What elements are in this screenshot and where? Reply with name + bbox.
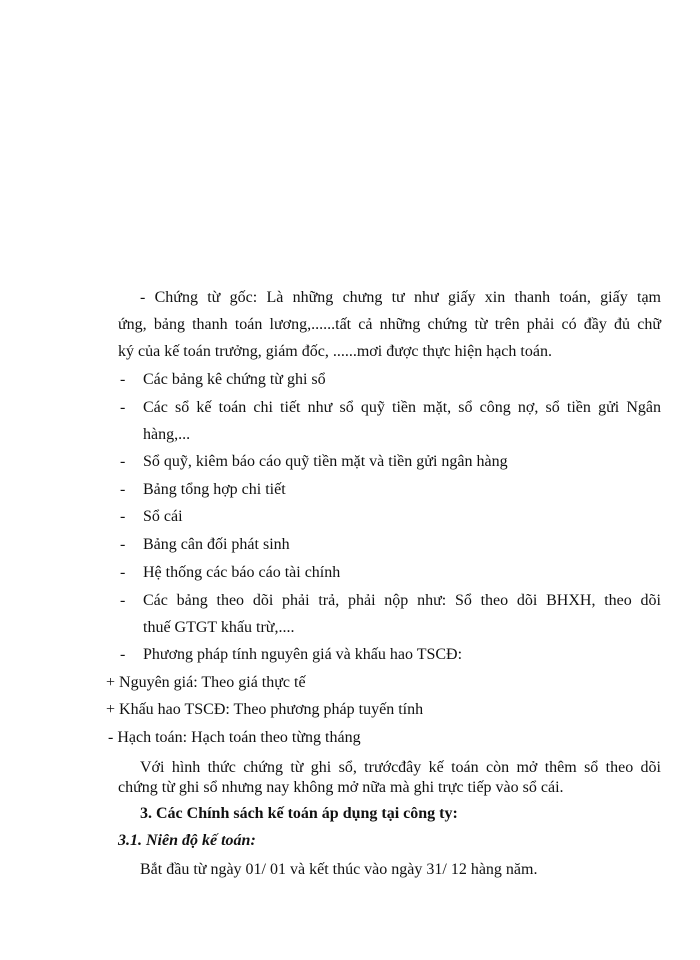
paragraph-1-line-1: - Chứng từ gốc: Là những chưng tư như giấy xin thanh toán, giấy tạm [140, 289, 661, 306]
paragraph-1-line-3: ký của kế toán trưởng, giám đốc, ......mơi được thực hiện hạch toán. [118, 343, 552, 360]
paragraph-1-line-2: ứng, bảng thanh toán lương,......tất cả những chứng từ trên phải có đầy đủ chữ [118, 316, 661, 333]
list-item-continuation: thuế GTGT khấu trừ,.... [143, 619, 295, 636]
paragraph-2-line-1: Với hình thức chứng từ ghi sổ, trướcđây kế toán còn mở thêm sổ theo dõi [140, 759, 661, 776]
list-item: Sổ cái [143, 508, 183, 525]
list-bullet: - [120, 481, 126, 498]
list-item: Sổ quỹ, kiêm báo cáo quỹ tiền mặt và tiền gửi ngân hàng [143, 453, 508, 470]
list-item: Hệ thống các báo cáo tài chính [143, 564, 341, 581]
list-item: Phương pháp tính nguyên giá và khấu hao TSCĐ: [143, 646, 463, 663]
paragraph-2-line-2: chứng từ ghi sổ nhưng nay không mở nữa mà ghi trực tiếp vào sổ cái. [118, 779, 564, 796]
list-bullet: - [120, 536, 126, 553]
list-bullet: - [120, 371, 126, 388]
list-item-continuation: hàng,... [143, 426, 191, 443]
list-bullet: - [120, 508, 126, 525]
list-item: Bảng tổng hợp chi tiết [143, 481, 286, 498]
list-item: Bảng cân đối phát sinh [143, 536, 290, 553]
list-bullet: - [120, 592, 126, 609]
section-heading: 3. Các Chính sách kế toán áp dụng tại công ty: [140, 805, 458, 822]
plus-item-original-price: + Nguyên giá: Theo giá thực tế [106, 674, 306, 691]
subsection-heading: 3.1. Niên độ kế toán: [118, 832, 256, 849]
accounting-method-line: - Hạch toán: Hạch toán theo từng tháng [108, 729, 361, 746]
subsection-text: Bắt đầu từ ngày 01/ 01 và kết thúc vào ngày 31/ 12 hàng năm. [140, 861, 538, 878]
list-bullet: - [120, 646, 126, 663]
list-bullet: - [120, 399, 126, 416]
list-item: Các bảng kê chứng từ ghi sổ [143, 371, 326, 388]
list-item: Các bảng theo dõi phải trả, phải nộp như: Sổ theo dõi BHXH, theo dõi [143, 592, 661, 609]
list-item: Các sổ kế toán chi tiết như sổ quỹ tiền mặt, sổ công nợ, sổ tiền gửi Ngân [143, 399, 661, 416]
plus-item-depreciation: + Khấu hao TSCĐ: Theo phương pháp tuyến tính [106, 701, 424, 718]
list-bullet: - [120, 453, 126, 470]
list-bullet: - [120, 564, 126, 581]
